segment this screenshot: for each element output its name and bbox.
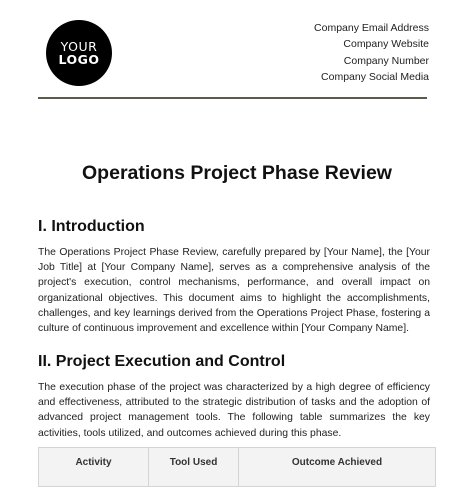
company-logo — [46, 20, 112, 86]
table-header-activity: Activity — [39, 448, 149, 486]
activities-table — [38, 447, 436, 487]
table-header-tool-used: Tool Used — [149, 448, 239, 486]
company-email: Company Email Address — [314, 22, 429, 34]
section-heading-introduction: I. Introduction — [38, 218, 145, 235]
company-number: Company Number — [343, 54, 429, 67]
company-info — [314, 20, 429, 85]
company-website: Company Website — [343, 38, 429, 51]
logo-text-line1: YOUR — [60, 39, 98, 54]
company-social-media: Company Social Media — [321, 70, 429, 83]
document-title: Operations Project Phase Review — [82, 162, 392, 184]
section-body-introduction: The Operations Project Phase Review, carefully prepared by [Your Name], the [Your Job Title] at [Your Company Name], serves as a comprehensive analysis of the project's execution, control mechanisms, performance, and overall impact on organizational objectives. This document aims to highlight the accomplishments, challenges, and key learnings derived from the Operations Project Phase, fostering a culture of continuous improvement and excellence within [Your Company Name]. — [38, 247, 430, 335]
logo-text-line2: LOGO — [58, 52, 100, 67]
header-divider — [38, 97, 427, 99]
section-heading-execution: II. Project Execution and Control — [38, 353, 286, 370]
section-body-execution: The execution phase of the project was characterized by a high degree of efficiency and effectiveness, attributed to the strategic distribution of tasks and the adoption of advanced project management tools. The following table summarizes the key activities, tools utilized, and outcomes achieved during this phase. — [38, 382, 430, 439]
table-header-outcome-achieved: Outcome Achieved — [291, 457, 383, 468]
